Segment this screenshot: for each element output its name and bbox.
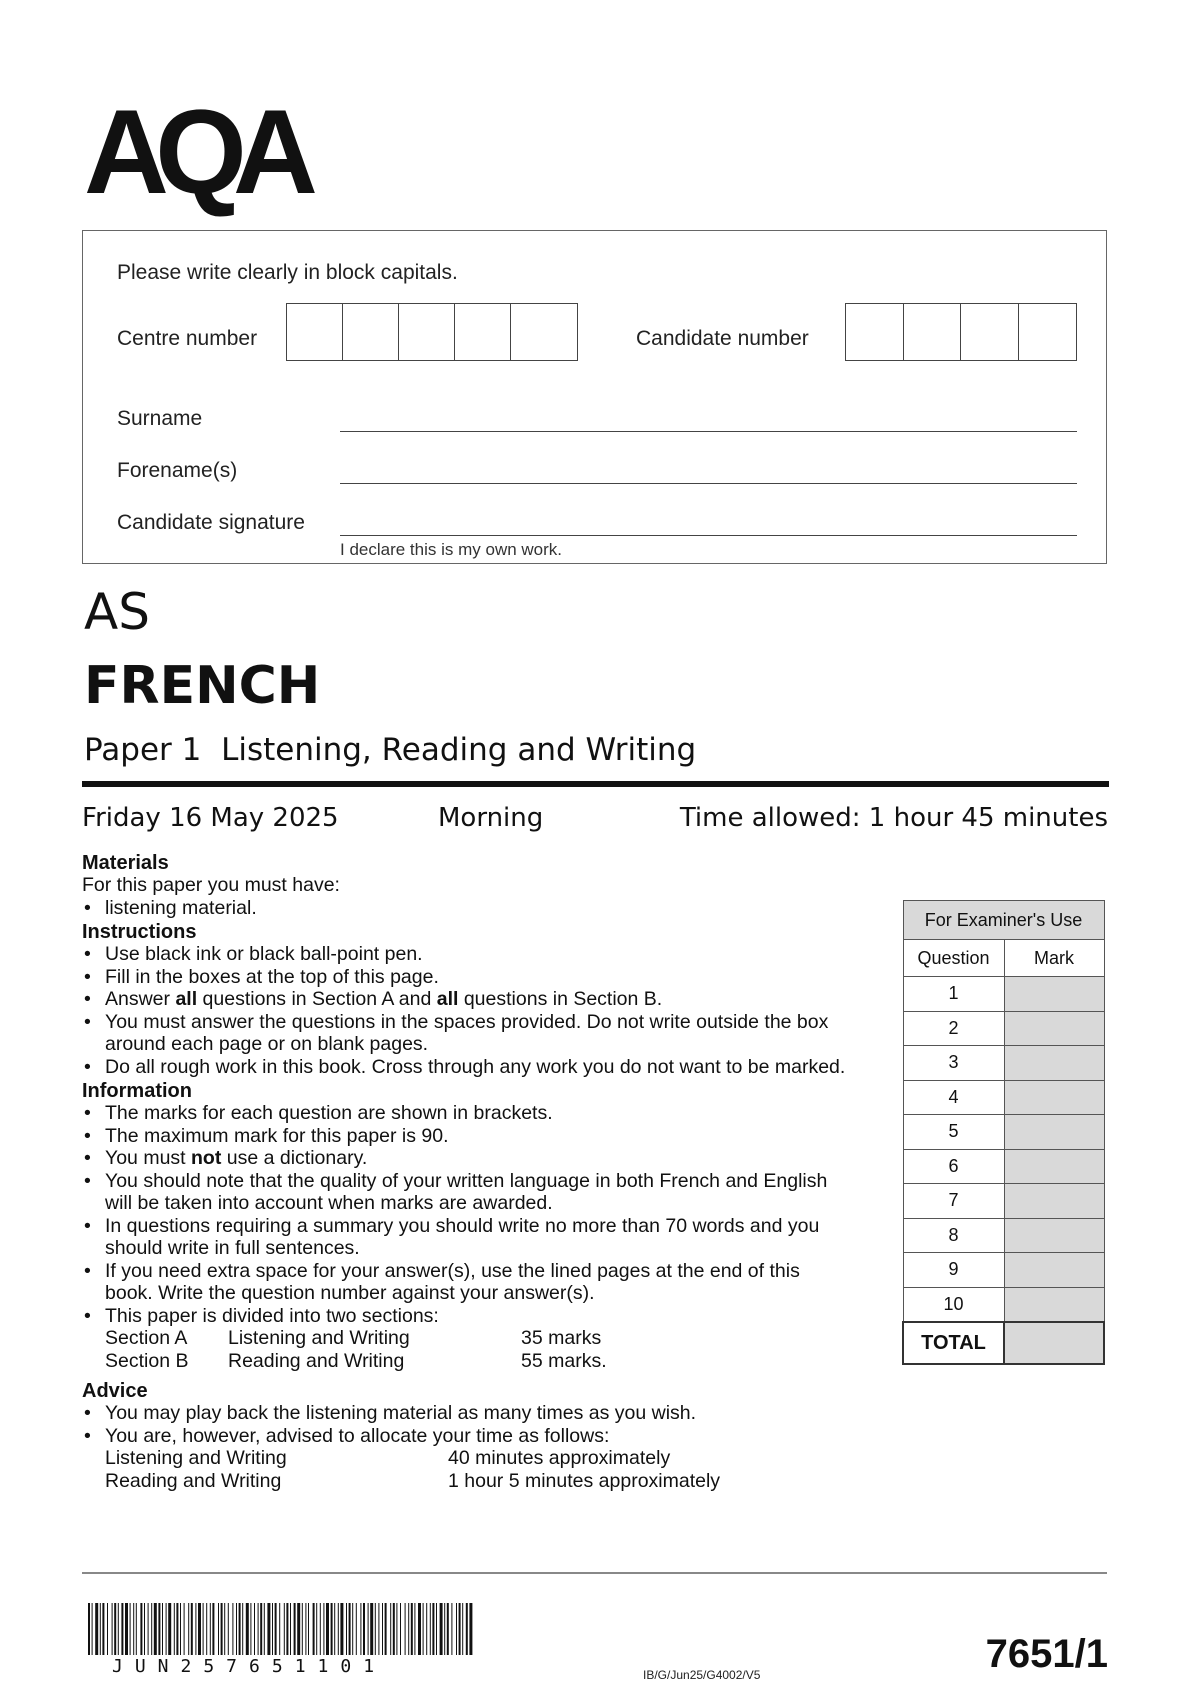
paper-code: 7651/1 [985,1632,1108,1676]
section-name: Section B [105,1349,189,1372]
emphasis: all [436,988,459,1010]
mark-cell [1004,1080,1104,1115]
section-row [82,1327,852,1350]
candidate-number-label: Candidate number [636,327,809,350]
question-number: 4 [903,1080,1004,1115]
subject-title: FRENCH [84,656,321,716]
mark-cell [1004,1287,1104,1322]
allocation-time: 1 hour 5 minutes approximately [448,1469,721,1492]
examiner-row [903,1011,1104,1046]
question-number: 7 [903,1184,1004,1219]
list-item [82,988,852,1011]
centre-number-digit[interactable] [343,304,399,360]
centre-number-label: Centre number [117,327,258,350]
examiner-row [903,1149,1104,1184]
section-name: Section A [105,1327,188,1349]
section-skill: Reading and Writing [228,1349,405,1372]
list-item: • Do all rough work in this book. Cross through any work you do not want to be marked. [82,1056,852,1079]
list-item: • Fill in the boxes at the top of this page. [82,966,852,989]
candidate-number-digit[interactable] [904,304,962,360]
examiner-row [903,977,1104,1012]
materials-heading: Materials [82,852,169,874]
mark-column-header: Mark [1004,940,1104,977]
list-item: • You must answer the questions in the spaces provided. Do not write outside the box around each page or on blank pages. [82,1011,852,1056]
examiner-row [903,1046,1104,1081]
aqa-logo: AQA [84,85,305,219]
materials-intro: For this paper you must have: [82,874,340,896]
examiner-row [903,1287,1104,1322]
information-heading: Information [82,1080,192,1102]
allocation-part: Listening and Writing [105,1447,287,1469]
text-run: You must [105,1147,191,1169]
text-run: questions in Section B. [458,988,663,1010]
allocation-part: Reading and Writing [105,1469,282,1492]
emphasis: not [191,1147,222,1169]
list-item: • You are, however, advised to allocate your time as follows: [82,1425,852,1448]
examiner-rows [903,977,1104,1323]
mark-cell [1004,1046,1104,1081]
mark-cell [1004,1011,1104,1046]
paper-reference: IB/G/Jun25/G4002/V5 [643,1668,761,1682]
centre-number-digit[interactable] [511,304,567,360]
total-mark-cell [1004,1322,1104,1364]
mark-cell [1004,977,1104,1012]
emphasis: all [175,988,198,1010]
list-item: • In questions requiring a summary you should write no more than 70 words and you should write in full sentences. [82,1215,852,1260]
question-number: 10 [903,1287,1004,1322]
candidate-number-digit[interactable] [1019,304,1077,360]
examiners-use-table [902,900,1105,1365]
candidate-details-box [82,230,1107,564]
question-number: 3 [903,1046,1004,1081]
block-capitals-instruction: Please write clearly in block capitals. [117,261,458,284]
question-number: 2 [903,1011,1004,1046]
barcode [88,1603,473,1655]
candidate-number-boxes[interactable] [845,303,1077,361]
centre-number-digit[interactable] [287,304,343,360]
examiner-row [903,1184,1104,1219]
mark-cell [1004,1149,1104,1184]
section-skill: Listening and Writing [228,1327,410,1349]
question-number: 9 [903,1253,1004,1288]
forename-label: Forename(s) [117,459,238,482]
exam-date: Friday 16 May 2025 [82,803,339,833]
title-rule [82,781,1109,787]
examiner-row [903,1080,1104,1115]
materials-list [82,897,852,920]
examiner-row [903,1115,1104,1150]
list-item: • You may play back the listening material as many times as you wish. [82,1402,852,1425]
list-item: • This paper is divided into two sections: [82,1305,852,1328]
examiner-row [903,1253,1104,1288]
text-run: questions in Section A and [197,988,437,1010]
question-number: 5 [903,1115,1004,1150]
mark-cell [1004,1115,1104,1150]
mark-cell [1004,1253,1104,1288]
footer-rule [82,1572,1107,1574]
declaration-text: I declare this is my own work. [340,540,563,559]
mark-cell [1004,1218,1104,1253]
list-item [82,1147,852,1170]
surname-label: Surname [117,407,203,430]
list-item: • If you need extra space for your answer(s), use the lined pages at the end of this book. Write the question number against your answer(s). [82,1260,852,1305]
instructions-heading: Instructions [82,921,197,943]
exam-session: Morning [438,803,544,833]
section-row [82,1350,852,1373]
qualification-level: AS [84,583,150,641]
instructions-list [82,943,852,1078]
section-marks: 35 marks [521,1327,602,1349]
information-list [82,1102,852,1327]
advice-list [82,1402,852,1447]
allocation-row [82,1447,852,1470]
list-item: • The marks for each question are shown in brackets. [82,1102,852,1125]
front-cover-instructions [82,852,852,1492]
examiners-use-title: For Examiner's Use [903,901,1104,940]
allocation-time: 40 minutes approximately [448,1447,671,1469]
list-item: • Use black ink or black ball-point pen. [82,943,852,966]
section-marks: 55 marks. [521,1349,607,1372]
signature-label: Candidate signature [117,511,305,534]
question-number: 6 [903,1149,1004,1184]
text-run: use a dictionary. [221,1147,368,1169]
question-column-header: Question [903,940,1004,977]
centre-number-digit[interactable] [455,304,511,360]
question-number: 8 [903,1218,1004,1253]
barcode-number: JUN257651101 [112,1656,387,1677]
candidate-number-digit[interactable] [846,304,904,360]
text-run: Answer [105,988,176,1010]
candidate-number-digit[interactable] [961,304,1019,360]
signature-line[interactable] [340,535,1077,536]
allocation-row [82,1470,852,1493]
total-label: TOTAL [903,1322,1004,1364]
time-allowed: Time allowed: 1 hour 45 minutes [679,803,1108,833]
list-item: • The maximum mark for this paper is 90. [82,1125,852,1148]
centre-number-digit[interactable] [399,304,455,360]
advice-heading: Advice [82,1380,148,1402]
centre-number-boxes[interactable] [286,303,578,361]
question-number: 1 [903,977,1004,1012]
forename-line[interactable] [340,483,1077,484]
examiner-row [903,1218,1104,1253]
surname-line[interactable] [340,431,1077,432]
list-item: • listening material. [82,897,852,920]
paper-title: Paper 1 Listening, Reading and Writing [84,732,697,768]
list-item: • You should note that the quality of your written language in both French and English will be taken into account when marks are awarded. [82,1170,852,1215]
mark-cell [1004,1184,1104,1219]
